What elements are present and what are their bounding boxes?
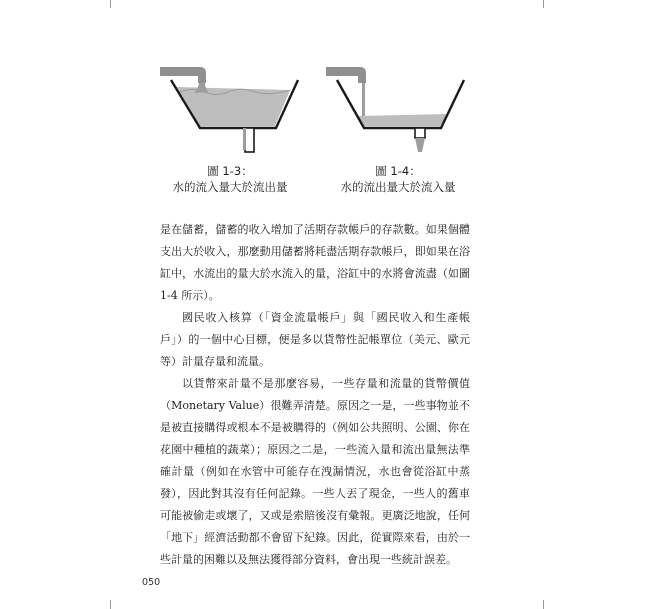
body-text bbox=[160, 219, 470, 571]
crop-mark-top-left bbox=[110, 0, 111, 8]
bathtub-illustration-fig-1-4 bbox=[324, 60, 476, 158]
crop-mark-bottom-left bbox=[110, 600, 111, 609]
bathtub-illustration-fig-1-3 bbox=[158, 60, 310, 158]
figure-caption-1-4 bbox=[318, 163, 478, 195]
figure-caption-1-3 bbox=[150, 163, 310, 195]
crop-mark-top-right bbox=[543, 0, 544, 8]
paragraph: 以貨幣來計量不是那麼容易，一些存量和流量的貨幣價值（Monetary Value）很難弄清楚。原因之一是，一些事物並不是被直接購得或根本不是被購得的（例如公共照明、公園、你在花園中種植的蔬菜）；原因之二是，一些流入量和流出量無法準確計量（例如在水管中可能存在洩漏情況，水也會從浴缸中蒸發），因此對其沒有任何記錄。一些人丟了現金，一些人的舊車可能被偷走或壞了，又或是索賠後沒有彙報。更廣泛地說，任何「地下」經濟活動都不會留下紀錄。因此，從實際來看，由於一些計量的困難以及無法獲得部分資料，會出現一些統計誤差。 bbox=[160, 377, 470, 566]
crop-mark-bottom-right bbox=[543, 600, 544, 609]
figure-number: 圖 1-3： bbox=[207, 164, 253, 178]
figure-number: 圖 1-4： bbox=[375, 164, 421, 178]
page-number: 050 bbox=[142, 577, 161, 588]
paragraph: 國民收入核算（「資金流量帳戶」與「國民收入和生產帳戶」）的一個中心目標，便是多以貨幣性記帳單位（美元、歐元等）計量存量和流量。 bbox=[160, 311, 470, 368]
figure-caption-text: 水的流出量大於流入量 bbox=[340, 180, 456, 194]
figure-caption-text: 水的流入量大於流出量 bbox=[172, 180, 288, 194]
paragraph: 是在儲蓄，儲蓄的收入增加了活期存款帳戶的存款數。如果個體支出大於收入，那麼動用儲蓄將耗盡活期存款帳戶，即如果在浴缸中，水流出的量大於水流入的量，浴缸中的水將會流盡（如圖 1-4 所示）。 bbox=[160, 223, 470, 302]
